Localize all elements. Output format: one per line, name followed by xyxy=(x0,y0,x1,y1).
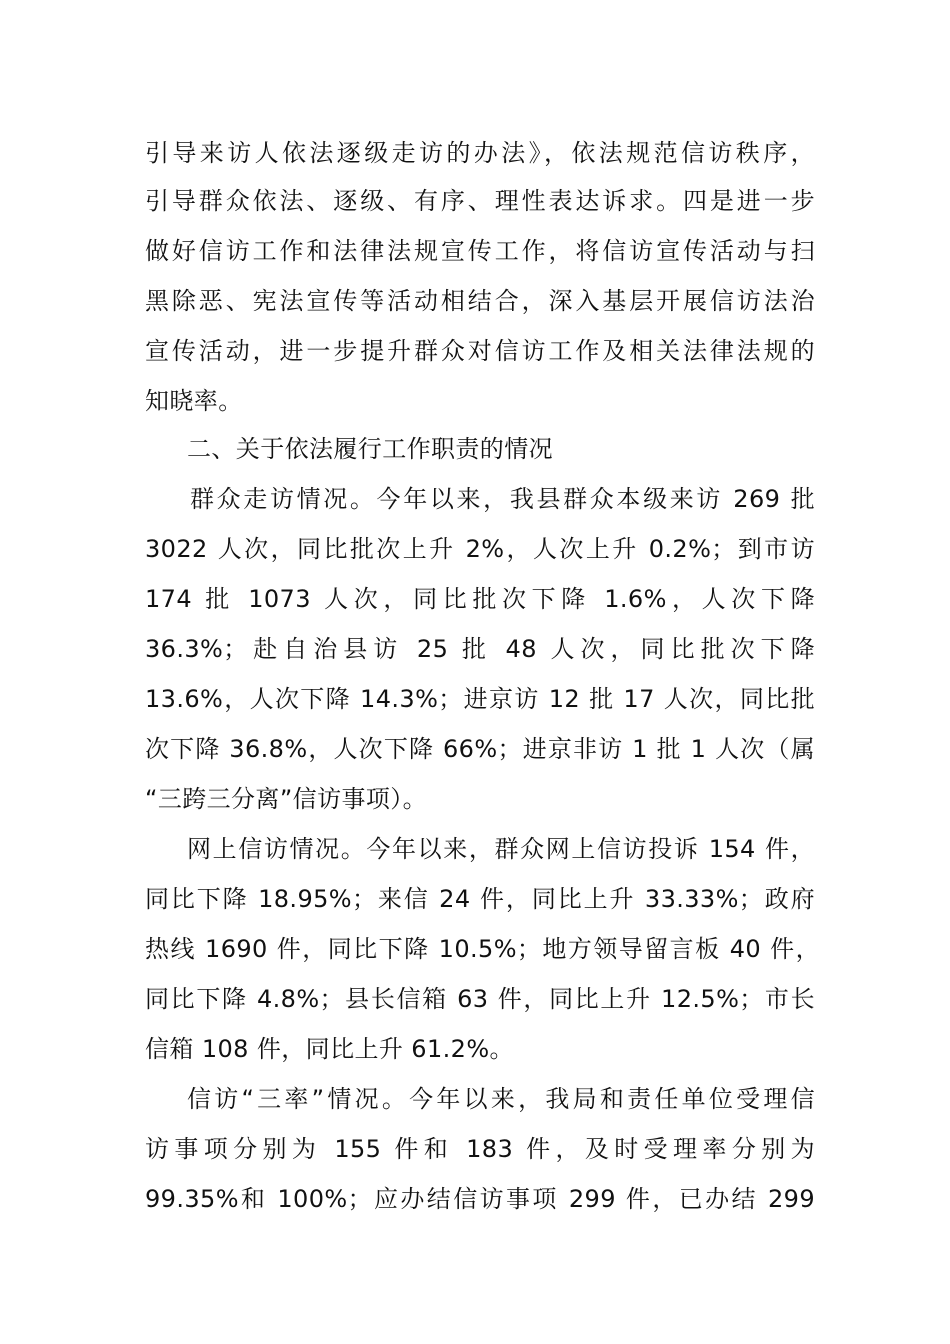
text-line-20: 信访“三率”情况。今年以来，我局和责任单位受理信 xyxy=(187,1085,815,1113)
text-line-9: 3022 人次，同比批次上升 2%，人次上升 0.2%；到市访 xyxy=(145,535,815,563)
text-line-17: 热线 1690 件，同比下降 10.5%；地方领导留言板 40 件， xyxy=(145,935,820,963)
text-line-2: 引导群众依法、逐级、有序、理性表达诉求。四是进一步 xyxy=(145,187,815,215)
text-line-19: 信箱 108 件，同比上升 61.2%。 xyxy=(145,1035,514,1063)
text-line-21: 访事项分别为 155 件和 183 件，及时受理率分别为 xyxy=(145,1135,815,1163)
text-line-15: 网上信访情况。今年以来，群众网上信访投诉 154 件， xyxy=(187,835,815,863)
text-line-18: 同比下降 4.8%；县长信箱 63 件，同比上升 12.5%；市长 xyxy=(145,985,815,1013)
text-line-22: 99.35%和 100%；应办结信访事项 299 件，已办结 299 xyxy=(145,1185,815,1213)
text-line-12: 13.6%，人次下降 14.3%；进京访 12 批 17 人次，同比批 xyxy=(145,685,815,713)
text-line-5: 宣传活动，进一步提升群众对信访工作及相关法律法规的 xyxy=(145,337,815,365)
text-line-13: 次下降 36.8%，人次下降 66%；进京非访 1 批 1 人次（属 xyxy=(145,735,815,763)
text-line-14: “三跨三分离”信访事项）。 xyxy=(145,785,428,813)
text-line-1: 引导来访人依法逐级走访的办法》，依法规范信访秩序， xyxy=(145,139,815,167)
text-line-4: 黑除恶、宪法宣传等活动相结合，深入基层开展信访法治 xyxy=(145,287,815,315)
text-line-3: 做好信访工作和法律法规宣传工作，将信访宣传活动与扫 xyxy=(145,237,815,265)
text-line-6: 知晓率。 xyxy=(145,387,243,415)
text-line-16: 同比下降 18.95%；来信 24 件，同比上升 33.33%；政府 xyxy=(145,885,815,913)
text-line-10: 174 批 1073 人次，同比批次下降 1.6%，人次下降 xyxy=(145,585,815,613)
section-heading: 二、关于依法履行工作职责的情况 xyxy=(187,435,553,463)
text-line-11: 36.3%；赴自治县访 25 批 48 人次，同比批次下降 xyxy=(145,635,815,663)
text-line-8: 群众走访情况。今年以来，我县群众本级来访 269 批 xyxy=(190,485,815,513)
